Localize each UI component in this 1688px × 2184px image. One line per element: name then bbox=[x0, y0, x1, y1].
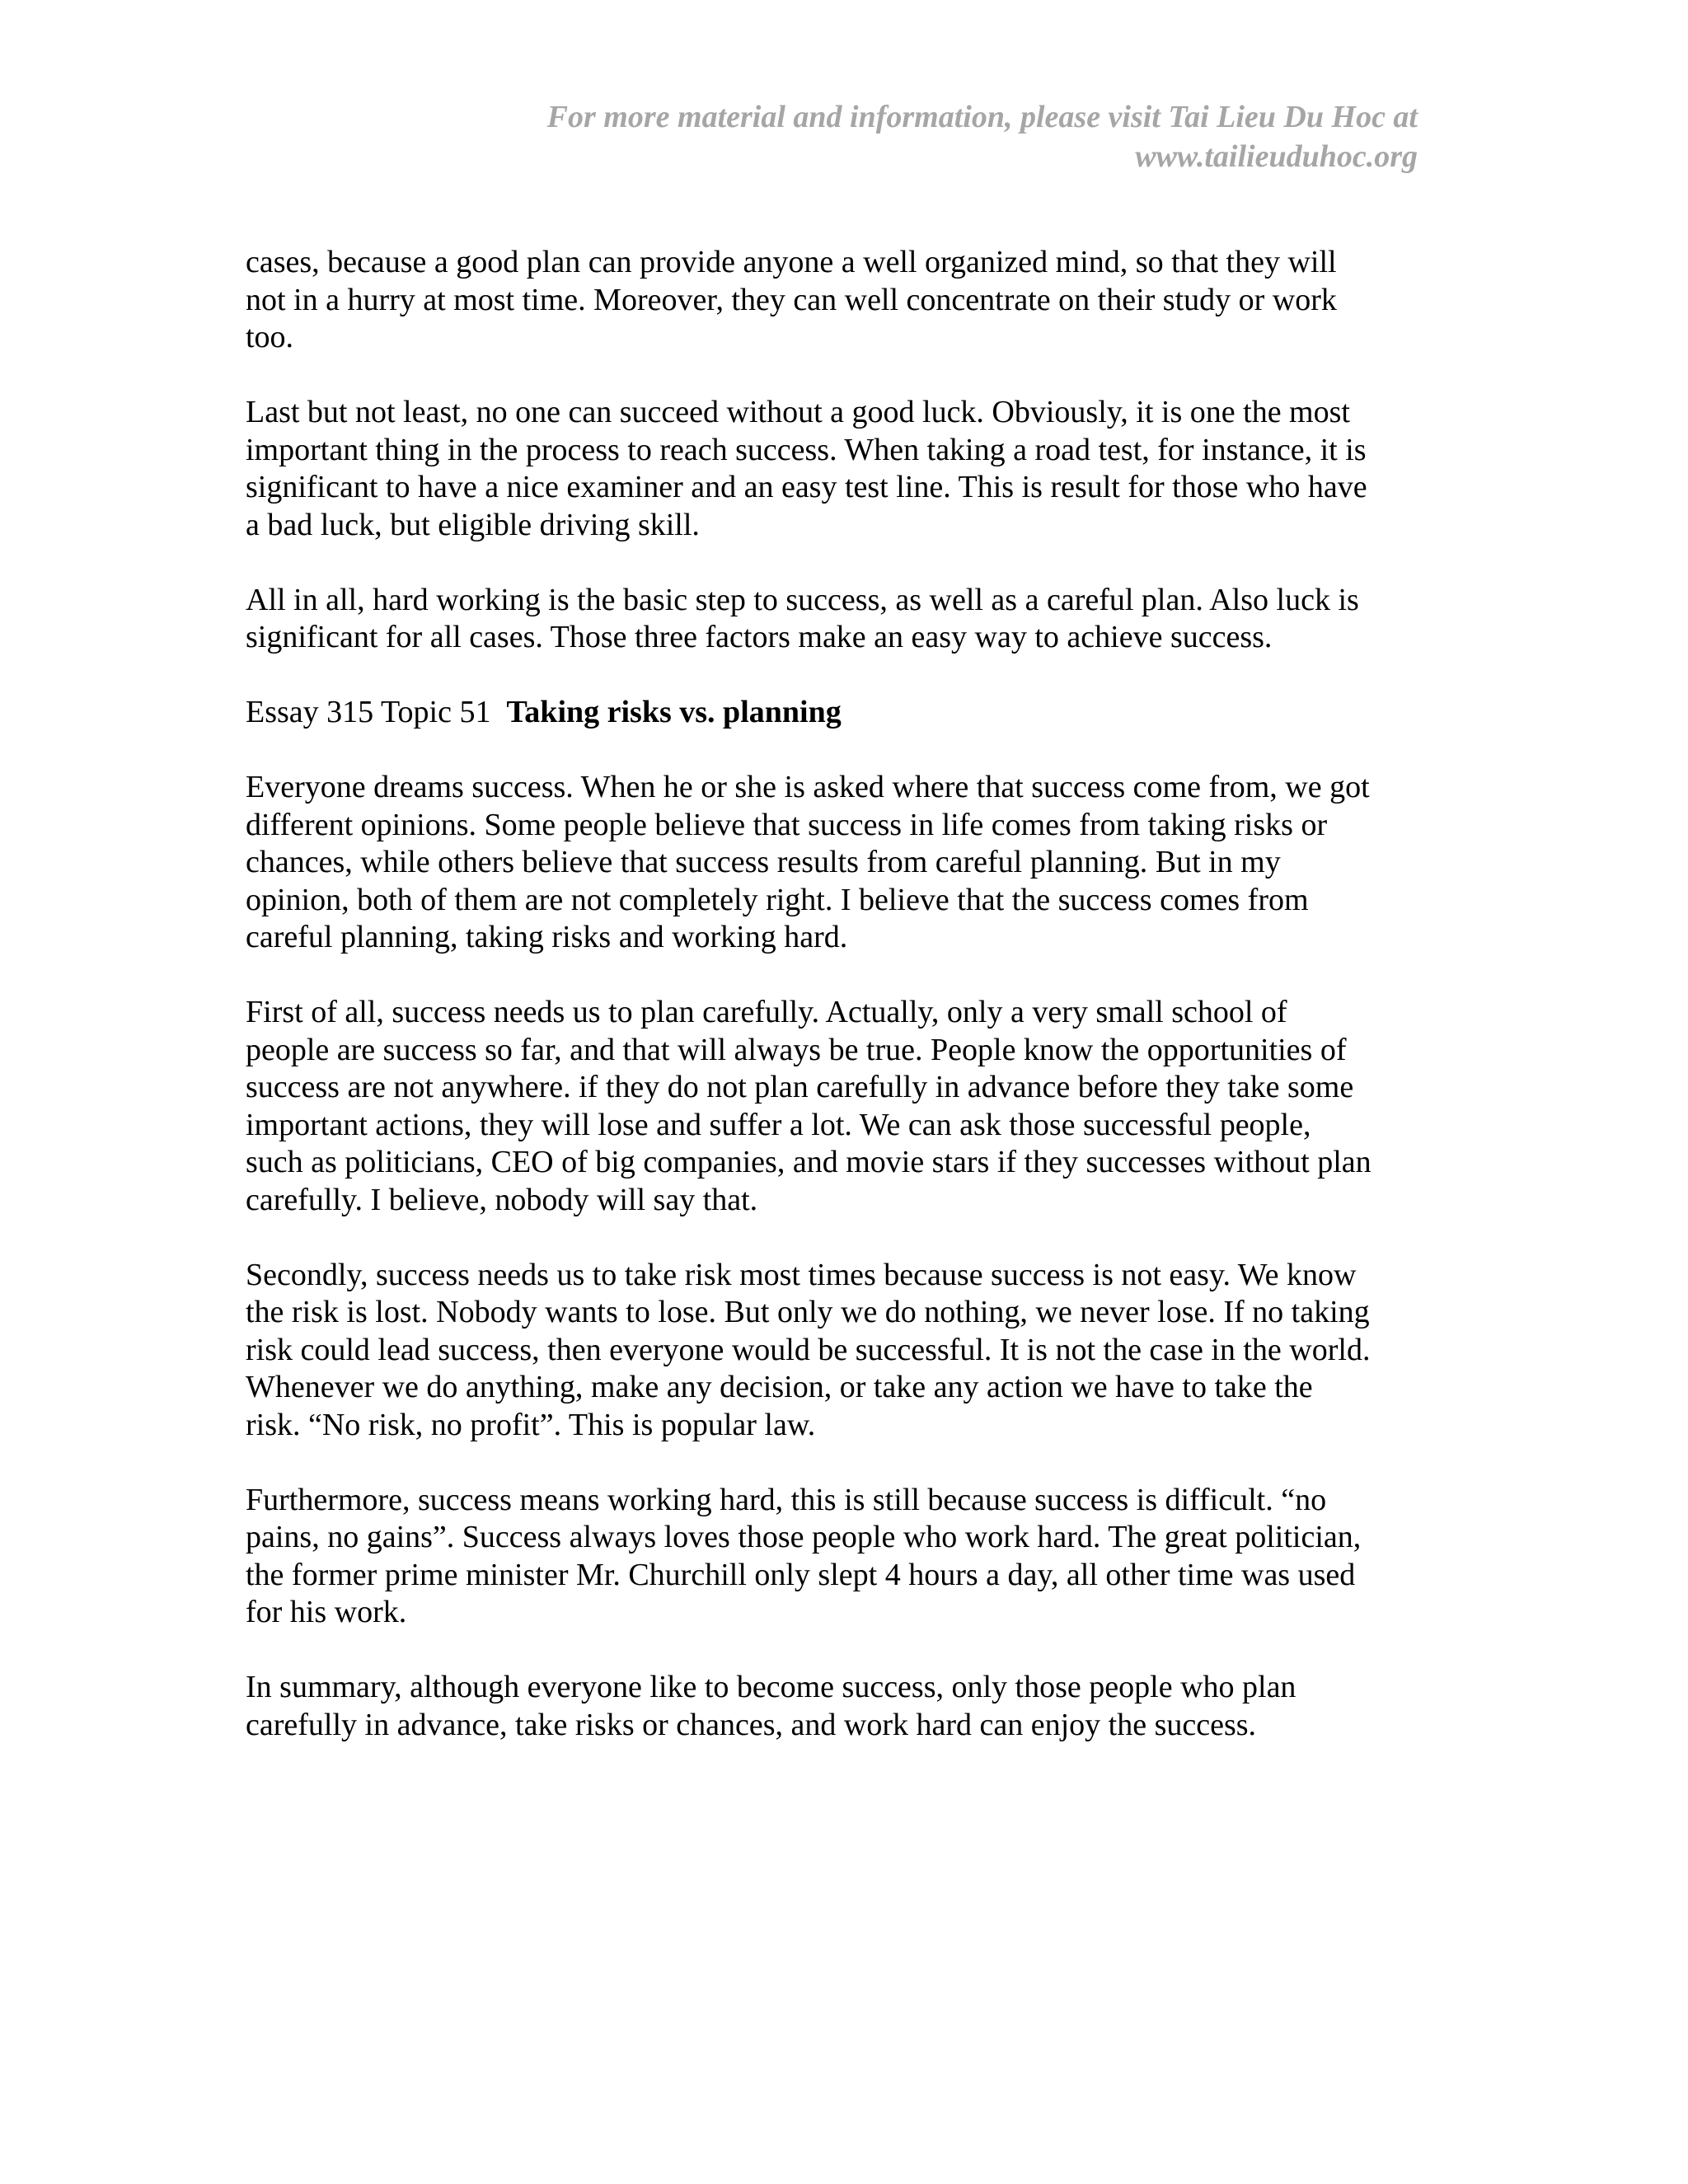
document-body bbox=[246, 244, 1432, 1782]
text-line: significant to have a nice examiner and an easy test line. This is result for those who have bbox=[246, 470, 1367, 504]
text-line: for his work. bbox=[246, 1595, 407, 1629]
paragraph bbox=[246, 994, 1432, 1219]
text-line: careful planning, taking risks and working hard. bbox=[246, 920, 848, 954]
paragraph bbox=[246, 1669, 1432, 1744]
text-line: carefully in advance, take risks or chances, and work hard can enjoy the success. bbox=[246, 1707, 1257, 1742]
essay-title: Taking risks vs. planning bbox=[506, 695, 842, 729]
text-line: the former prime minister Mr. Churchill only slept 4 hours a day, all other time was used bbox=[246, 1557, 1356, 1592]
text-line: Secondly, success needs us to take risk most times because success is not easy. We know bbox=[246, 1257, 1357, 1292]
text-line: cases, because a good plan can provide anyone a well organized mind, so that they will bbox=[246, 245, 1337, 279]
text-line: such as politicians, CEO of big companies, and movie stars if they successes without plan bbox=[246, 1145, 1372, 1179]
header-url: www.tailieuduhoc.org bbox=[1135, 139, 1418, 174]
text-line: risk. “No risk, no profit”. This is popular law. bbox=[246, 1407, 816, 1442]
text-line: success are not anywhere. if they do not plan carefully in advance before they take some bbox=[246, 1070, 1354, 1104]
text-line: different opinions. Some people believe that success in life comes from taking risks or bbox=[246, 807, 1328, 842]
text-line: important actions, they will lose and suffer a lot. We can ask those successful people, bbox=[246, 1107, 1311, 1142]
text-line: Whenever we do anything, make any decision, or take any action we have to take the bbox=[246, 1370, 1313, 1404]
text-line: risk could lead success, then everyone would be successful. It is not the case in the world. bbox=[246, 1332, 1371, 1367]
text-line: pains, no gains”. Success always loves those people who work hard. The great politician, bbox=[246, 1520, 1362, 1554]
paragraph bbox=[246, 582, 1432, 657]
essay-label: Essay 315 Topic 51 bbox=[246, 695, 491, 729]
text-line: First of all, success needs us to plan carefully. Actually, only a very small school of bbox=[246, 995, 1287, 1029]
essay-heading bbox=[246, 694, 1432, 732]
text-line: a bad luck, but eligible driving skill. bbox=[246, 507, 700, 542]
text-line: Last but not least, no one can succeed without a good luck. Obviously, it is one the most bbox=[246, 395, 1350, 429]
text-line: chances, while others believe that success results from careful planning. But in my bbox=[246, 845, 1281, 879]
text-line: people are success so far, and that will always be true. People know the opportunities of bbox=[246, 1032, 1347, 1067]
paragraph bbox=[246, 394, 1432, 544]
paragraph bbox=[246, 244, 1432, 357]
text-line: too. bbox=[246, 320, 294, 354]
text-line: Everyone dreams success. When he or she is asked where that success come from, we got bbox=[246, 770, 1370, 804]
paragraph bbox=[246, 1257, 1432, 1445]
text-line: In summary, although everyone like to become success, only those people who plan bbox=[246, 1670, 1296, 1704]
text-line: All in all, hard working is the basic step to success, as well as a careful plan. Also luck is bbox=[246, 582, 1359, 617]
text-line: not in a hurry at most time. Moreover, they can well concentrate on their study or work bbox=[246, 282, 1337, 317]
text-line: carefully. I believe, nobody will say that. bbox=[246, 1182, 758, 1217]
text-line: Furthermore, success means working hard, this is still because success is difficult. “no bbox=[246, 1482, 1327, 1517]
paragraph bbox=[246, 1482, 1432, 1632]
header-line-1: For more material and information, please visit Tai Lieu Du Hoc at bbox=[546, 100, 1418, 134]
text-line: important thing in the process to reach success. When taking a road test, for instance, it is bbox=[246, 432, 1367, 467]
text-line: opinion, both of them are not completely right. I believe that the success comes from bbox=[246, 882, 1309, 917]
page-header bbox=[346, 97, 1418, 176]
text-line: significant for all cases. Those three factors make an easy way to achieve success. bbox=[246, 620, 1273, 654]
text-line: the risk is lost. Nobody wants to lose. But only we do nothing, we never lose. If no taking bbox=[246, 1295, 1370, 1329]
paragraph bbox=[246, 769, 1432, 957]
